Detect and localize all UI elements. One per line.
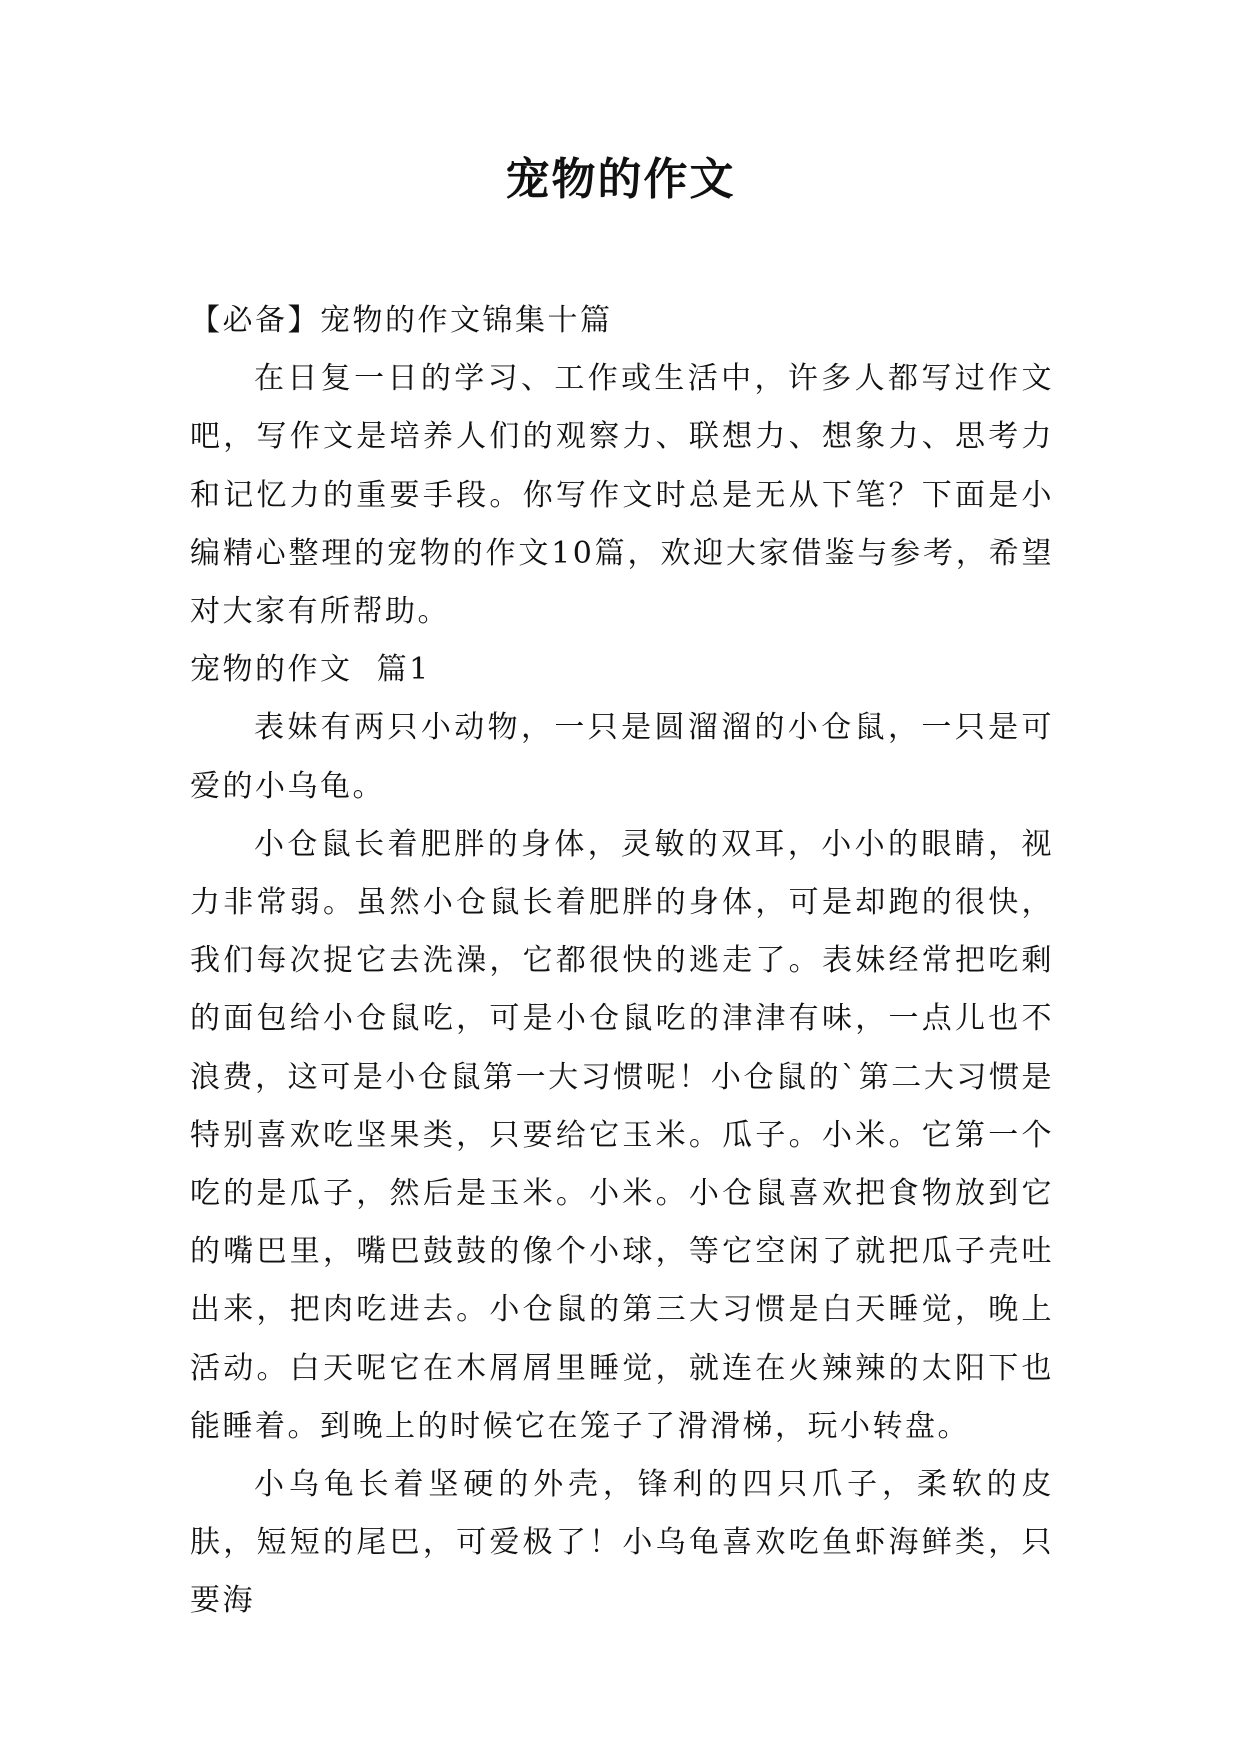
body-paragraph: 表妹有两只小动物，一只是圆溜溜的小仓鼠，一只是可爱的小乌龟。 — [190, 710, 1054, 804]
body-paragraph: 小乌龟长着坚硬的外壳，锋利的四只爪子，柔软的皮肤，短短的尾巴，可爱极了！小乌龟喜欢吃鱼虾海鲜类，只要海 — [190, 1467, 1054, 1619]
section-heading: 宠物的作文 篇1 — [190, 652, 431, 688]
document-body — [190, 292, 1054, 1631]
body-paragraph: 小仓鼠长着肥胖的身体，灵敏的双耳，小小的眼睛，视力非常弱。虽然小仓鼠长着肥胖的身体，可是却跑的很快，我们每次捉它去洗澡，它都很快的逃走了。表妹经常把吃剩的面包给小仓鼠吃，可是小仓鼠吃的津津有味，一点儿也不浪费，这可是小仓鼠第一大习惯呢！小仓鼠的`第二大习惯是特别喜欢吃坚果类，只要给它玉米。瓜子。小米。它第一个吃的是瓜子，然后是玉米。小米。小仓鼠喜欢把食物放到它的嘴巴里，嘴巴鼓鼓的像个小球，等它空闲了就把瓜子壳吐出来，把肉吃进去。小仓鼠的第三大习惯是白天睡觉，晚上活动。白天呢它在木屑屑里睡觉，就连在火辣辣的太阳下也能睡着。到晚上的时候它在笼子了滑滑梯，玩小转盘。 — [190, 826, 1054, 1444]
document-subtitle: 【必备】宠物的作文锦集十篇 — [190, 303, 613, 338]
document-title: 宠物的作文 — [505, 154, 736, 205]
intro-paragraph: 在日复一日的学习、工作或生活中，许多人都写过作文吧，写作文是培养人们的观察力、联想力、想象力、思考力和记忆力的重要手段。你写作文时总是无从下笔？下面是小编精心整理的宠物的作文10篇，欢迎大家借鉴与参考，希望对大家有所帮助。 — [190, 361, 1054, 630]
